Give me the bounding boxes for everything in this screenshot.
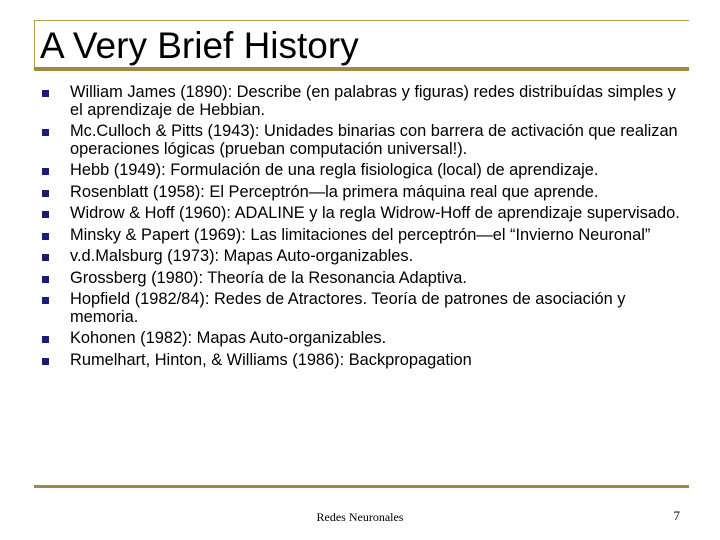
square-bullet-icon	[42, 336, 49, 343]
square-bullet-icon	[42, 297, 49, 304]
bullet-text: Hebb (1949): Formulación de una regla fisiologica (local) de aprendizaje.	[70, 161, 599, 179]
bullet-item	[40, 205, 690, 223]
bullet-list	[40, 84, 690, 373]
bullet-text: v.d.Malsburg (1973): Mapas Auto-organizables.	[70, 247, 414, 265]
page-number: 7	[673, 508, 680, 523]
bullet-text: William James (1890): Describe (en palabras y figuras) redes distribuídas simples y el aprendizaje de Hebbian.	[70, 83, 676, 119]
square-bullet-icon	[42, 168, 49, 175]
square-bullet-icon	[42, 254, 49, 261]
bullet-text: Rumelhart, Hinton, & Williams (1986): Backpropagation	[70, 350, 472, 369]
bullet-text: Grossberg (1980): Theoría de la Resonancia Adaptiva.	[70, 268, 467, 287]
bullet-item	[40, 84, 690, 119]
bullet-text: Hopfield (1982/84): Redes de Atractores. Teoría de patrones de asociación y memoria.	[70, 290, 626, 326]
bullet-text: Widrow & Hoff (1960): ADALINE y la regla Widrow-Hoff de aprendizaje supervisado.	[70, 204, 680, 222]
title-rule-top	[34, 20, 689, 21]
bullet-item	[40, 270, 690, 288]
bullet-text: Mc.Culloch & Pitts (1943): Unidades binarias con barrera de activación que realizan operaciones lógicas (prueban computación universal!).	[70, 122, 678, 158]
bullet-item	[40, 352, 690, 370]
bullet-text: Minsky & Papert (1969): Las limitaciones del perceptrón—el “Invierno Neuronal”	[70, 225, 651, 244]
footer-text: Redes Neuronales	[316, 510, 404, 524]
square-bullet-icon	[42, 276, 49, 283]
bullet-text: Rosenblatt (1958): El Perceptrón—la primera máquina real que aprende.	[70, 182, 599, 201]
square-bullet-icon	[42, 211, 49, 218]
bullet-text: Kohonen (1982): Mapas Auto-organizables.	[70, 329, 387, 347]
square-bullet-icon	[42, 90, 49, 97]
bullet-item	[40, 162, 690, 180]
bullet-item	[40, 330, 690, 348]
square-bullet-icon	[42, 358, 49, 365]
square-bullet-icon	[42, 129, 49, 136]
square-bullet-icon	[42, 190, 49, 197]
title-underline	[34, 67, 689, 71]
slide-title: A Very Brief History	[40, 25, 359, 66]
bullet-item	[40, 248, 690, 266]
bullet-item	[40, 291, 690, 326]
title-rule-left	[34, 20, 35, 68]
square-bullet-icon	[42, 233, 49, 240]
bullet-item	[40, 227, 690, 245]
bullet-item	[40, 123, 690, 158]
bullet-item	[40, 184, 690, 202]
footer-rule	[34, 485, 689, 488]
